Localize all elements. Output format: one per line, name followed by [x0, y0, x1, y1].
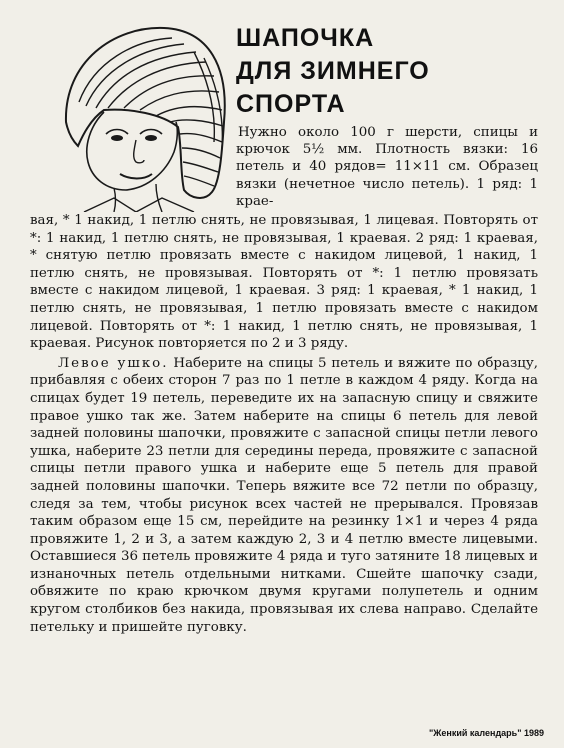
woman-in-knitted-hat-illustration	[44, 22, 239, 212]
materials-and-gauge	[236, 124, 538, 210]
pattern-paragraph: вая, * 1 накид, 1 петлю снять, не провязывая, 1 лицевая. Повторять от *: 1 накид, 1 петлю снять, не провязывая, 1 краевая. 2 ряд: 1 краевая, * снятую петлю провязать вместе с накидом лицевой, 1 накид, 1 петлю снять, не провязывая. Повторять от *: 1 петлю провязать вместе с накидом лицевой, 1 краевая. 3 ряд: 1 краевая, * 1 накид, 1 петлю снять, не провязывая, 1 петлю провязать вместе с накидом лицевой. Повторять от *: 1 накид, 1 петлю снять, не провязывая, 1 краевая. Рисунок повторяется по 2 и 3 ряду.	[30, 213, 538, 352]
title-line: ШАПОЧКА	[236, 24, 375, 52]
article-title	[236, 22, 536, 121]
title-line: СПОРТА	[236, 90, 346, 118]
intro-paragraph: Нужно около 100 г шерсти, спицы и крючок 5½ мм. Плотность вязки: 16 петель и 40 рядов= 11×11 см. Образец вязки (нечетное число петель). 1 ряд: 1 крае-	[236, 125, 538, 209]
instructions	[30, 212, 538, 636]
left-ear-heading: Левое ушко.	[58, 355, 169, 371]
title-line: ДЛЯ ЗИМНЕГО	[236, 57, 430, 85]
left-ear-paragraph	[30, 355, 538, 637]
left-ear-text: Наберите на спицы 5 петель и вяжите по образцу, прибавляя с обеих сторон 7 раз по 1 петле в каждом 4 ряду. Когда на спицах будет 19 петель, переведите их на запасную спицу и свяжите правое ушко так же. Затем наберите на спицы 6 петель для левой задней половины шапочки, провяжите с запасной спицы петли левого ушка, наберите 23 петли для середины переда, провяжите с запасной спицы петли правого ушка и наберите еще 5 петель для правой задней половины шапочки. Теперь вяжите все 72 петли по образцу, следя за тем, чтобы рисунок всех частей не прерывался. Провязав таким образом еще 15 см, перейдите на резинку 1×1 и через 4 ряда провяжите 1, 2 и 3, а затем каждую 2, 3 и 4 петлю вместе лицевыми. Оставшиеся 36 петель провяжите 4 ряда и туго затяните 18 лицевых и изнаночных петель отдельными нитками. Сшейте шапочку сзади, обвяжите по краю крючком двумя кругами полупетель и одним кругом столбиков без накида, провязывая их слева направо. Сделайте петельку и пришейте пуговку.	[30, 355, 538, 635]
source-credit: "Женкий календарь" 1989	[428, 728, 544, 738]
